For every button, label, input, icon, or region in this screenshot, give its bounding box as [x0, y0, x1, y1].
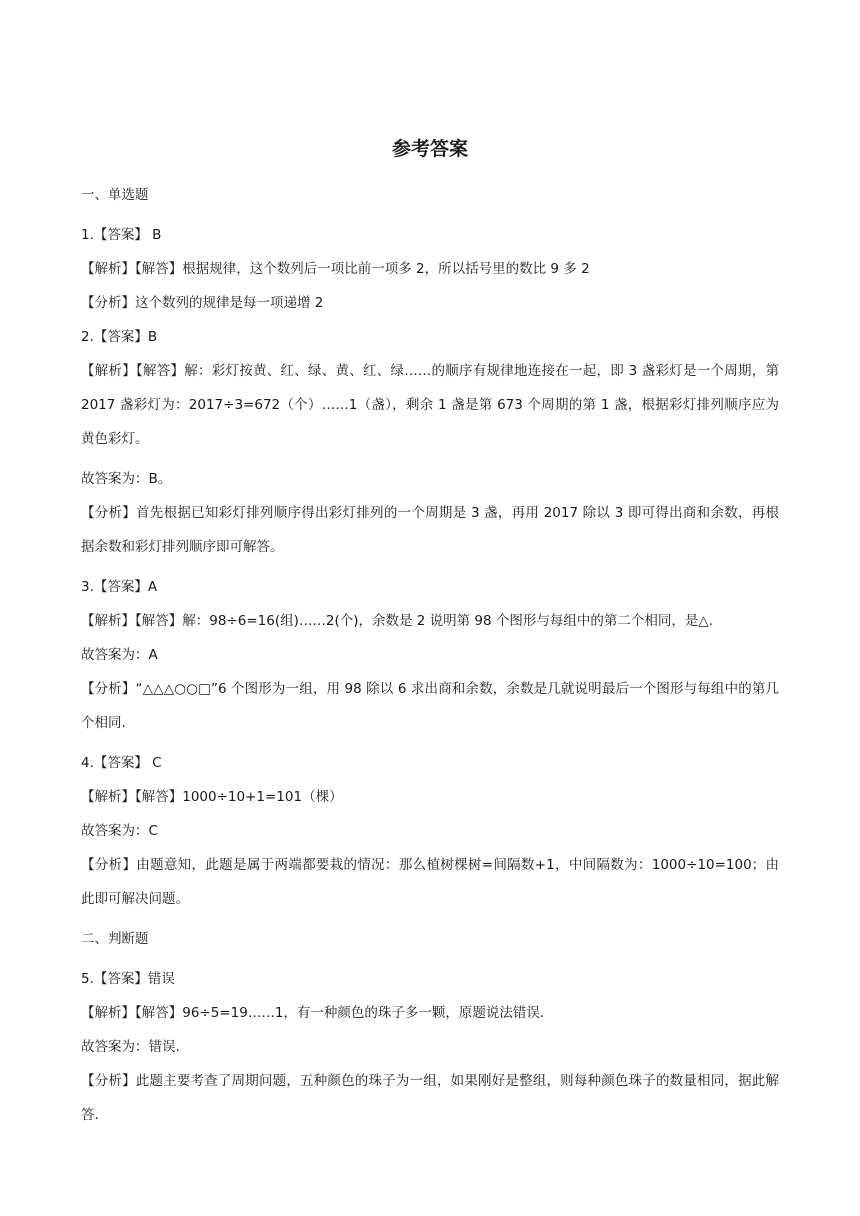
conclusion-line: 故答案为：错误. [81, 1039, 180, 1055]
note-paragraph: 【分析】“△△△○○□”6 个图形为一组，用 98 除以 6 求出商和余数，余数是几就说明最后一个图形与每组中的第几个相同. [81, 681, 779, 731]
section-heading: 二、判断题 [81, 931, 149, 947]
analysis-line: 【解析】【解答】96÷5=19……1，有一种颜色的珠子多一颗，原题说法错误. [81, 1005, 545, 1021]
answer-line: 1.【答案】 B [81, 227, 162, 243]
page-title: 参考答案 [391, 138, 468, 160]
answer-content [81, 184, 779, 1144]
analysis-paragraph: 【解析】【解答】解：彩灯按黄、红、绿、黄、红、绿……的顺序有规律地连接在一起，即 3 盏彩灯是一个周期，第 2017 盏彩灯为：2017÷3=672（个）……1（盏），剩余 1 盏是第 673 个周期的第 1 盏，根据彩灯排列顺序应为黄色彩灯。 [81, 363, 779, 447]
note-paragraph: 【分析】此题主要考查了周期问题，五种颜色的珠子为一组，如果刚好是整组，则每种颜色珠子的数量相同，据此解答. [81, 1073, 779, 1123]
answer-line: 2.【答案】B [81, 329, 158, 345]
analysis-line: 【解析】【解答】解：98÷6=16(组)……2(个)，余数是 2 说明第 98 个图形与每组中的第二个相同，是△. [81, 613, 714, 629]
analysis-line: 【解析】【解答】根据规律，这个数列后一项比前一项多 2，所以括号里的数比 9 多 2 [81, 261, 590, 277]
conclusion-line: 故答案为：C [81, 823, 158, 839]
conclusion-line: 故答案为：B。 [81, 471, 172, 487]
conclusion-line: 故答案为：A [81, 647, 158, 663]
section-heading: 一、单选题 [81, 187, 149, 203]
note-line: 【分析】这个数列的规律是每一项递增 2 [81, 295, 324, 311]
note-paragraph: 【分析】首先根据已知彩灯排列顺序得出彩灯排列的一个周期是 3 盏，再用 2017 除以 3 即可得出商和余数，再根据余数和彩灯排列顺序即可解答。 [81, 505, 779, 555]
answer-line: 4.【答案】 C [81, 755, 162, 771]
analysis-line: 【解析】【解答】1000÷10+1=101（棵） [81, 789, 343, 805]
answer-line: 5.【答案】错误 [81, 971, 175, 987]
note-paragraph: 【分析】由题意知，此题是属于两端都要栽的情况：那么植树棵树=间隔数+1，中间隔数为：1000÷10=100；由此即可解决问题。 [81, 857, 779, 907]
answer-line: 3.【答案】A [81, 579, 158, 595]
